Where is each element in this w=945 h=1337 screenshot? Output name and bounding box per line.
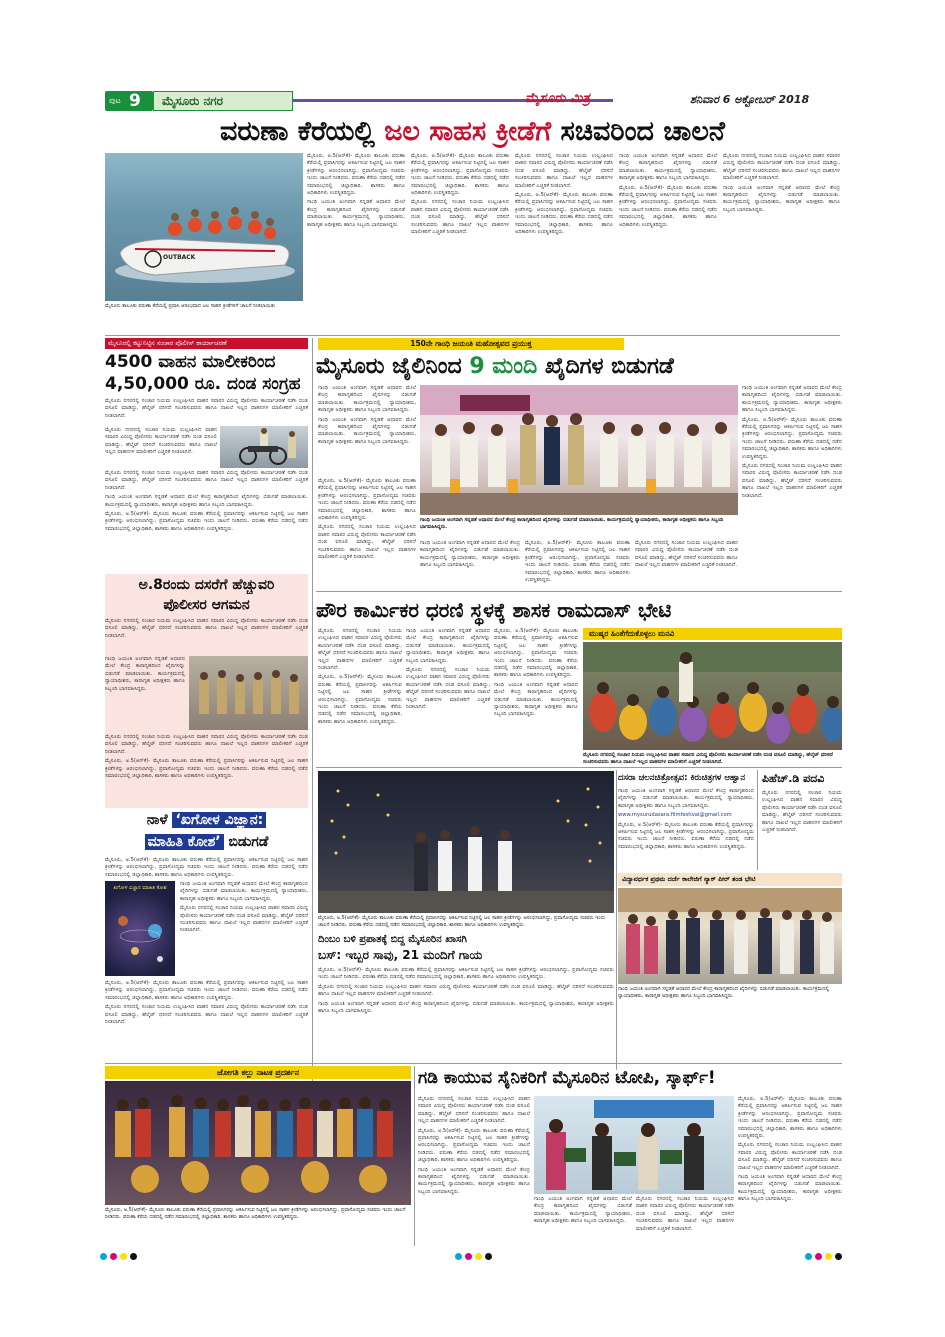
lead-body-text-2b: ಮೈಸೂರು ನಗರದಲ್ಲಿ ಸಂಚಾರ ನಿಯಮ ಉಲ್ಲಂಘಿಸಿದ ವಾಹನ ಸವಾರರ ವಿರುದ್ಧ ಪೊಲೀಸರು ಕಾರ್ಯಾಚರಣೆ ನಡೆಸಿ ದಂಡ ವಸೂಲಿ ಮಾಡಿದ್ದು, ಹೆಲ್ಮೆಟ್ ಧರಿಸದೆ ಸಂಚರಿಸುವವರು ಹಾಗೂ ದಾಖಲೆ ಇಲ್ಲದ ವಾಹನಗಳ ಮಾಲೀಕರಿಗೆ ಎಚ್ಚರಿಕೆ ನೀಡಲಾಗಿದೆ. — [411, 199, 509, 236]
book-headline-part2: ‘ಖಗೋಳ ವಿಜ್ಞಾನ: — [172, 812, 266, 828]
fine-body-text-4: ಗಾಂಧಿ ಜಯಂತಿ ಅಂಗವಾಗಿ ಸನ್ನಡತೆ ಆಧಾರದ ಮೇಲೆ ಕೇಂದ್ರ ಕಾರಾಗೃಹದಿಂದ ಖೈದಿಗಳನ್ನು ಬಿಡುಗಡೆ ಮಾಡಲಾಯಿತು. ಕಾರ್ಯಕ್ರಮದಲ್ಲಿ ನ್ಯಾಯಾಧೀಶರು, ಕಾರಾಗೃಹ ಅಧೀಕ್ಷಕರು ಹಾಗೂ ಸಿಬ್ಬಂದಿ ಭಾಗವಹಿಸಿದ್ದರು. — [105, 494, 308, 508]
jail-headline-part2: 9 ಮಂದಿ — [469, 354, 538, 379]
page-number: 9 — [129, 91, 141, 111]
pk-body-col3 — [494, 628, 578, 764]
soldier-body-col3 — [636, 1196, 734, 1241]
registration-dots-left — [100, 1253, 137, 1260]
book-body-text-5: ಮೈಸೂರು ನಗರದಲ್ಲಿ ಸಂಚಾರ ನಿಯಮ ಉಲ್ಲಂಘಿಸಿದ ವಾಹನ ಸವಾರರ ವಿರುದ್ಧ ಪೊಲೀಸರು ಕಾರ್ಯಾಚರಣೆ ನಡೆಸಿ ದಂಡ ವಸೂಲಿ ಮಾಡಿದ್ದು, ಹೆಲ್ಮೆಟ್ ಧರಿಸದೆ ಸಂಚರಿಸುವವರು ಹಾಗೂ ದಾಖಲೆ ಇಲ್ಲದ ವಾಹನಗಳ ಮಾಲೀಕರಿಗೆ ಎಚ್ಚರಿಕೆ ನೀಡಲಾಗಿದೆ. — [105, 1004, 308, 1026]
film-body-text-1: ಗಾಂಧಿ ಜಯಂತಿ ಅಂಗವಾಗಿ ಸನ್ನಡತೆ ಆಧಾರದ ಮೇಲೆ ಕೇಂದ್ರ ಕಾರಾಗೃಹದಿಂದ ಖೈದಿಗಳನ್ನು ಬಿಡುಗಡೆ ಮಾಡಲಾಯಿತು. ಕಾರ್ಯಕ್ರಮದಲ್ಲಿ ನ್ಯಾಯಾಧೀಶರು, ಕಾರಾಗೃಹ ಅಧೀಕ್ಷಕರು ಹಾಗೂ ಸಿಬ್ಬಂದಿ ಭಾಗವಹಿಸಿದ್ದರು. — [618, 788, 754, 809]
lead-body-col3 — [515, 153, 613, 333]
jail-body-col1b — [318, 478, 416, 588]
lead-body-col2 — [411, 153, 509, 333]
jail-body-text-4: ಮೈಸೂರು ನಗರದಲ್ಲಿ ಸಂಚಾರ ನಿಯಮ ಉಲ್ಲಂಘಿಸಿದ ವಾಹನ ಸವಾರರ ವಿರುದ್ಧ ಪೊಲೀಸರು ಕಾರ್ಯಾಚರಣೆ ನಡೆಸಿ ದಂಡ ವಸೂಲಿ ಮಾಡಿದ್ದು, ಹೆಲ್ಮೆಟ್ ಧರಿಸದೆ ಸಂಚರಿಸುವವರು ಹಾಗೂ ದಾಖಲೆ ಇಲ್ಲದ ವಾಹನಗಳ ಮಾಲೀಕರಿಗೆ ಎಚ್ಚರಿಕೆ ನೀಡಲಾಗಿದೆ. — [635, 540, 738, 569]
jail-body-text-3: ಮೈಸೂರು, ಅ.5(ಆರ್‌ಕೆ)- ಮೈಸೂರು ತಾಲೂಕು ವರುಣಾ ಕೆರೆಯಲ್ಲಿ ಪ್ರವಾಸಿಗರನ್ನು ಆಕರ್ಷಿಸುವ ನಿಟ್ಟಿನಲ್ಲಿ ಜಲ ಸಾಹಸ ಕ್ರೀಡೆಗಳನ್ನು ಆರಂಭಿಸಲಾಗಿದ್ದು, ಪ್ರವಾಸೋದ್ಯಮ ಸಚಿವರು ಇಂದು ಚಾಲನೆ ನೀಡಿದರು. ವರುಣಾ ಕೆರೆಯ ದಡದಲ್ಲಿ ನಡೆದ ಸಮಾರಂಭದಲ್ಲಿ ಜಿಲ್ಲಾಧಿಕಾರಿ, ಶಾಸಕರು ಹಾಗೂ ಅಧಿಕಾರಿಗಳು ಉಪಸ್ಥಿತರಿದ್ದರು. — [525, 540, 630, 584]
pourakarmika-headline: ಪೌರ ಕಾರ್ಮಿಕರ ಧರಣಿ ಸ್ಥಳಕ್ಕೆ ಶಾಸಕ ರಾಮದಾಸ್ ಭೇಟಿ — [316, 598, 672, 622]
prisoners-group-illustration — [420, 385, 738, 515]
soldier-body-text-1b: ಮೈಸೂರು, ಅ.5(ಆರ್‌ಕೆ)- ಮೈಸೂರು ತಾಲೂಕು ವರುಣಾ ಕೆರೆಯಲ್ಲಿ ಪ್ರವಾಸಿಗರನ್ನು ಆಕರ್ಷಿಸುವ ನಿಟ್ಟಿನಲ್ಲಿ ಜಲ ಸಾಹಸ ಕ್ರೀಡೆಗಳನ್ನು ಆರಂಭಿಸಲಾಗಿದ್ದು, ಪ್ರವಾಸೋದ್ಯಮ ಸಚಿವರು ಇಂದು ಚಾಲನೆ ನೀಡಿದರು. ವರುಣಾ ಕೆರೆಯ ದಡದಲ್ಲಿ ನಡೆದ ಸಮಾರಂಭದಲ್ಲಿ ಜಿಲ್ಲಾಧಿಕಾರಿ, ಶಾಸಕರು ಹಾಗೂ ಅಧಿಕಾರಿಗಳು ಉಪಸ್ಥಿತರಿದ್ದರು. — [418, 1127, 530, 1164]
jail-body-text-1c: ಮೈಸೂರು, ಅ.5(ಆರ್‌ಕೆ)- ಮೈಸೂರು ತಾಲೂಕು ವರುಣಾ ಕೆರೆಯಲ್ಲಿ ಪ್ರವಾಸಿಗರನ್ನು ಆಕರ್ಷಿಸುವ ನಿಟ್ಟಿನಲ್ಲಿ ಜಲ ಸಾಹಸ ಕ್ರೀಡೆಗಳನ್ನು ಆರಂಭಿಸಲಾಗಿದ್ದು, ಪ್ರವಾಸೋದ್ಯಮ ಸಚಿವರು ಇಂದು ಚಾಲನೆ ನೀಡಿದರು. ವರುಣಾ ಕೆರೆಯ ದಡದಲ್ಲಿ ನಡೆದ ಸಮಾರಂಭದಲ್ಲಿ ಜಿಲ್ಲಾಧಿಕಾರಿ, ಶಾಸಕರು ಹಾಗೂ ಅಧಿಕಾರಿಗಳು ಉಪಸ್ಥಿತರಿದ್ದರು. — [318, 478, 416, 522]
lead-body-text-4b: ಮೈಸೂರು, ಅ.5(ಆರ್‌ಕೆ)- ಮೈಸೂರು ತಾಲೂಕು ವರುಣಾ ಕೆರೆಯಲ್ಲಿ ಪ್ರವಾಸಿಗರನ್ನು ಆಕರ್ಷಿಸುವ ನಿಟ್ಟಿನಲ್ಲಿ ಜಲ ಸಾಹಸ ಕ್ರೀಡೆಗಳನ್ನು ಆರಂಭಿಸಲಾಗಿದ್ದು, ಪ್ರವಾಸೋದ್ಯಮ ಸಚಿವರು ಇಂದು ಚಾಲನೆ ನೀಡಿದರು. ವರುಣಾ ಕೆರೆಯ ದಡದಲ್ಲಿ ನಡೆದ ಸಮಾರಂಭದಲ್ಲಿ ಜಿಲ್ಲಾಧಿಕಾರಿ, ಶಾಸಕರು ಹಾಗೂ ಅಧಿಕಾರಿಗಳು ಉಪಸ್ಥಿತರಿದ್ದರು. — [619, 184, 717, 228]
book-body-right — [180, 881, 308, 977]
drama-cast-illustration — [105, 1081, 411, 1205]
police-body-text-3: ಮೈಸೂರು ನಗರದಲ್ಲಿ ಸಂಚಾರ ನಿಯಮ ಉಲ್ಲಂಘಿಸಿದ ವಾಹನ ಸವಾರರ ವಿರುದ್ಧ ಪೊಲೀಸರು ಕಾರ್ಯಾಚರಣೆ ನಡೆಸಿ ದಂಡ ವಸೂಲಿ ಮಾಡಿದ್ದು, ಹೆಲ್ಮೆಟ್ ಧರಿಸದೆ ಸಂಚರಿಸುವವರು ಹಾಗೂ ದಾಖಲೆ ಇಲ್ಲದ ವಾಹನಗಳ ಮಾಲೀಕರಿಗೆ ಎಚ್ಚರಿಕೆ ನೀಡಲಾಗಿದೆ. — [105, 734, 308, 755]
phd-body — [762, 790, 842, 870]
accident-body-text-3: ಗಾಂಧಿ ಜಯಂತಿ ಅಂಗವಾಗಿ ಸನ್ನಡತೆ ಆಧಾರದ ಮೇಲೆ ಕೇಂದ್ರ ಕಾರಾಗೃಹದಿಂದ ಖೈದಿಗಳನ್ನು ಬಿಡುಗಡೆ ಮಾಡಲಾಯಿತು. ಕಾರ್ಯಕ್ರಮದಲ್ಲಿ ನ್ಯಾಯಾಧೀಶರು, ಕಾರಾಗೃಹ ಅಧೀಕ್ಷಕರು ಹಾಗೂ ಸಿಬ್ಬಂದಿ ಭಾಗವಹಿಸಿದ್ದರು. — [318, 1000, 614, 1015]
protest-crowd-illustration — [583, 642, 842, 750]
police-photo-march — [189, 656, 308, 730]
fine-photo-traffic — [220, 426, 308, 468]
lead-body-text-5: ಮೈಸೂರು ನಗರದಲ್ಲಿ ಸಂಚಾರ ನಿಯಮ ಉಲ್ಲಂಘಿಸಿದ ವಾಹನ ಸವಾರರ ವಿರುದ್ಧ ಪೊಲೀಸರು ಕಾರ್ಯಾಚರಣೆ ನಡೆಸಿ ದಂಡ ವಸೂಲಿ ಮಾಡಿದ್ದು, ಹೆಲ್ಮೆಟ್ ಧರಿಸದೆ ಸಂಚರಿಸುವವರು ಹಾಗೂ ದಾಖಲೆ ಇಲ್ಲದ ವಾಹನಗಳ ಮಾಲೀಕರಿಗೆ ಎಚ್ಚರಿಕೆ ನೀಡಲಾಗಿದೆ. — [723, 153, 840, 182]
jail-body-col2 — [420, 540, 520, 588]
college-photo-group — [618, 888, 842, 984]
jail-body-text-1: ಗಾಂಧಿ ಜಯಂತಿ ಅಂಗವಾಗಿ ಸನ್ನಡತೆ ಆಧಾರದ ಮೇಲೆ ಕೇಂದ್ರ ಕಾರಾಗೃಹದಿಂದ ಖೈದಿಗಳನ್ನು ಬಿಡುಗಡೆ ಮಾಡಲಾಯಿತು. ಕಾರ್ಯಕ್ರಮದಲ್ಲಿ ನ್ಯಾಯಾಧೀಶರು, ಕಾರಾಗೃಹ ಅಧೀಕ್ಷಕರು ಹಾಗೂ ಸಿಬ್ಬಂದಿ ಭಾಗವಹಿಸಿದ್ದರು. — [318, 385, 416, 414]
divider-v-film — [757, 770, 758, 870]
lead-photo-caption: ಮೈಸೂರು ತಾಲೂಕು ವರುಣಾ ಕೆರೆಯಲ್ಲಿ ಪ್ರವಾಸಿ ಆರಂಭವಾದ ಜಲ ಸಾಹಸ ಕ್ರೀಡೆಗಳಿಗೆ ಚಾಲನೆ ನೀಡಲಾಯಿತು — [105, 303, 276, 309]
drama-headline: ಜೋಗತಿ ಕಲ್ಲು ನಾಟಕ ಪ್ರದರ್ಶನ — [216, 1068, 300, 1077]
lead-body-col4 — [619, 153, 717, 333]
pk-body-text-2: ಗಾಂಧಿ ಜಯಂತಿ ಅಂಗವಾಗಿ ಸನ್ನಡತೆ ಆಧಾರದ ಮೇಲೆ ಕೇಂದ್ರ ಕಾರಾಗೃಹದಿಂದ ಖೈದಿಗಳನ್ನು ಬಿಡುಗಡೆ ಮಾಡಲಾಯಿತು. ಕಾರ್ಯಕ್ರಮದಲ್ಲಿ ನ್ಯಾಯಾಧೀಶರು, ಕಾರಾಗೃಹ ಅಧೀಕ್ಷಕರು ಹಾಗೂ ಸಿಬ್ಬಂದಿ ಭಾಗವಹಿಸಿದ್ದರು. — [406, 628, 490, 664]
fine-body-text-2: ಮೈಸೂರು ನಗರದಲ್ಲಿ ಸಂಚಾರ ನಿಯಮ ಉಲ್ಲಂಘಿಸಿದ ವಾಹನ ಸವಾರರ ವಿರುದ್ಧ ಪೊಲೀಸರು ಕಾರ್ಯಾಚರಣೆ ನಡೆಸಿ ದಂಡ ವಸೂಲಿ ಮಾಡಿದ್ದು, ಹೆಲ್ಮೆಟ್ ಧರಿಸದೆ ಸಂಚರಿಸುವವರು ಹಾಗೂ ದಾಖಲೆ ಇಲ್ಲದ ವಾಹನಗಳ ಮಾಲೀಕರಿಗೆ ಎಚ್ಚರಿಕೆ ನೀಡಲಾಗಿದೆ. — [105, 427, 217, 456]
pk-body-col2 — [406, 628, 490, 764]
registration-dots-center — [455, 1253, 492, 1260]
lead-body-text-4: ಗಾಂಧಿ ಜಯಂತಿ ಅಂಗವಾಗಿ ಸನ್ನಡತೆ ಆಧಾರದ ಮೇಲೆ ಕೇಂದ್ರ ಕಾರಾಗೃಹದಿಂದ ಖೈದಿಗಳನ್ನು ಬಿಡುಗಡೆ ಮಾಡಲಾಯಿತು. ಕಾರ್ಯಕ್ರಮದಲ್ಲಿ ನ್ಯಾಯಾಧೀಶರು, ಕಾರಾಗೃಹ ಅಧೀಕ್ಷಕರು ಹಾಗೂ ಸಿಬ್ಬಂದಿ ಭಾಗವಹಿಸಿದ್ದರು. — [619, 153, 717, 182]
jail-body-text-2: ಗಾಂಧಿ ಜಯಂತಿ ಅಂಗವಾಗಿ ಸನ್ನಡತೆ ಆಧಾರದ ಮೇಲೆ ಕೇಂದ್ರ ಕಾರಾಗೃಹದಿಂದ ಖೈದಿಗಳನ್ನು ಬಿಡುಗಡೆ ಮಾಡಲಾಯಿತು. ಕಾರ್ಯಕ್ರಮದಲ್ಲಿ ನ್ಯಾಯಾಧೀಶರು, ಕಾರಾಗೃಹ ಅಧೀಕ್ಷಕರು ಹಾಗೂ ಸಿಬ್ಬಂದಿ ಭಾಗವಹಿಸಿದ್ದರು. — [420, 540, 520, 569]
soldier-photo — [534, 1096, 734, 1194]
fine-kicker-bar: ಮೈಸೂರಲ್ಲಿ ಕಟ್ಟುನಿಟ್ಟಿನ ಸಂಚಾರ ಪೊಲೀಸ್ ಕಾರ್ಯಾಚರಣೆ — [105, 338, 308, 349]
jail-body-col3 — [525, 540, 630, 588]
page-label: ಪುಟ — [109, 96, 121, 105]
soldier-body-text-2: ಗಾಂಧಿ ಜಯಂತಿ ಅಂಗವಾಗಿ ಸನ್ನಡತೆ ಆಧಾರದ ಮೇಲೆ ಕೇಂದ್ರ ಕಾರಾಗೃಹದಿಂದ ಖೈದಿಗಳನ್ನು ಬಿಡುಗಡೆ ಮಾಡಲಾಯಿತು. ಕಾರ್ಯಕ್ರಮದಲ್ಲಿ ನ್ಯಾಯಾಧೀಶರು, ಕಾರಾಗೃಹ ಅಧೀಕ್ಷಕರು ಹಾಗೂ ಸಿಬ್ಬಂದಿ ಭಾಗವಹಿಸಿದ್ದರು. — [534, 1196, 632, 1225]
college-headline: ವಿದ್ಯಾವರ್ಧಕ ಪ್ರಥಮ ದರ್ಜೆ ಕಾಲೇಜಿಗೆ ನ್ಯಾಕ್ ಪೀರ್ ತಂಡ ಭೇಟಿ — [622, 875, 756, 883]
soldier-body-col5 — [738, 1096, 842, 1241]
cyan-dot — [100, 1253, 107, 1260]
accident-headline-line1: ದಿಂಬಂ ಬಳಿ ಪ್ರಪಾತಕ್ಕೆ ಬಿದ್ದ ಮೈಸೂರಿನ ಖಾಸಗಿ — [318, 934, 467, 945]
college-headline-bar — [618, 873, 842, 886]
accident-body — [318, 967, 614, 1057]
police-march-illustration — [189, 656, 308, 730]
divider-lead — [105, 335, 840, 336]
pk-body-text-1b: ಮೈಸೂರು, ಅ.5(ಆರ್‌ಕೆ)- ಮೈಸೂರು ತಾಲೂಕು ವರುಣಾ ಕೆರೆಯಲ್ಲಿ ಪ್ರವಾಸಿಗರನ್ನು ಆಕರ್ಷಿಸುವ ನಿಟ್ಟಿನಲ್ಲಿ ಜಲ ಸಾಹಸ ಕ್ರೀಡೆಗಳನ್ನು ಆರಂಭಿಸಲಾಗಿದ್ದು, ಪ್ರವಾಸೋದ್ಯಮ ಸಚಿವರು ಇಂದು ಚಾಲನೆ ನೀಡಿದರು. ವರುಣಾ ಕೆರೆಯ ದಡದಲ್ಲಿ ನಡೆದ ಸಮಾರಂಭದಲ್ಲಿ ಜಿಲ್ಲಾಧಿಕಾರಿ, ಶಾಸಕರು ಹಾಗೂ ಅಧಿಕಾರಿಗಳು ಉಪಸ್ಥಿತರಿದ್ದರು. — [318, 674, 402, 725]
jail-body-text-1d: ಮೈಸೂರು ನಗರದಲ್ಲಿ ಸಂಚಾರ ನಿಯಮ ಉಲ್ಲಂಘಿಸಿದ ವಾಹನ ಸವಾರರ ವಿರುದ್ಧ ಪೊಲೀಸರು ಕಾರ್ಯಾಚರಣೆ ನಡೆಸಿ ದಂಡ ವಸೂಲಿ ಮಾಡಿದ್ದು, ಹೆಲ್ಮೆಟ್ ಧರಿಸದೆ ಸಂಚರಿಸುವವರು ಹಾಗೂ ದಾಖಲೆ ಇಲ್ಲದ ವಾಹನಗಳ ಮಾಲೀಕರಿಗೆ ಎಚ್ಚರಿಕೆ ನೀಡಲಾಗಿದೆ. — [318, 524, 416, 561]
jail-body-text-1b: ಗಾಂಧಿ ಜಯಂತಿ ಅಂಗವಾಗಿ ಸನ್ನಡತೆ ಆಧಾರದ ಮೇಲೆ ಕೇಂದ್ರ ಕಾರಾಗೃಹದಿಂದ ಖೈದಿಗಳನ್ನು ಬಿಡುಗಡೆ ಮಾಡಲಾಯಿತು. ಕಾರ್ಯಕ್ರಮದಲ್ಲಿ ನ್ಯಾಯಾಧೀಶರು, ಕಾರಾಗೃಹ ಅಧೀಕ್ಷಕರು ಹಾಗೂ ಸಿಬ್ಬಂದಿ ಭಾಗವಹಿಸಿದ್ದರು. — [318, 416, 416, 445]
jail-body-text-5b: ಮೈಸೂರು, ಅ.5(ಆರ್‌ಕೆ)- ಮೈಸೂರು ತಾಲೂಕು ವರುಣಾ ಕೆರೆಯಲ್ಲಿ ಪ್ರವಾಸಿಗರನ್ನು ಆಕರ್ಷಿಸುವ ನಿಟ್ಟಿನಲ್ಲಿ ಜಲ ಸಾಹಸ ಕ್ರೀಡೆಗಳನ್ನು ಆರಂಭಿಸಲಾಗಿದ್ದು, ಪ್ರವಾಸೋದ್ಯಮ ಸಚಿವರು ಇಂದು ಚಾಲನೆ ನೀಡಿದರು. ವರುಣಾ ಕೆರೆಯ ದಡದಲ್ಲಿ ನಡೆದ ಸಮಾರಂಭದಲ್ಲಿ ಜಿಲ್ಲಾಧಿಕಾರಿ, ಶಾಸಕರು ಹಾಗೂ ಅಧಿಕಾರಿಗಳು ಉಪಸ್ಥಿತರಿದ್ದರು. — [742, 416, 842, 460]
divider-pk — [316, 767, 842, 768]
soldier-body-col2 — [534, 1196, 632, 1241]
phd-body-text: ಮೈಸೂರು ನಗರದಲ್ಲಿ ಸಂಚಾರ ನಿಯಮ ಉಲ್ಲಂಘಿಸಿದ ವಾಹನ ಸವಾರರ ವಿರುದ್ಧ ಪೊಲೀಸರು ಕಾರ್ಯಾಚರಣೆ ನಡೆಸಿ ದಂಡ ವಸೂಲಿ ಮಾಡಿದ್ದು, ಹೆಲ್ಮೆಟ್ ಧರಿಸದೆ ಸಂಚರಿಸುವವರು ಹಾಗೂ ದಾಖಲೆ ಇಲ್ಲದ ವಾಹನಗಳ ಮಾಲೀಕರಿಗೆ ಎಚ್ಚರಿಕೆ ನೀಡಲಾಗಿದೆ. — [762, 790, 842, 834]
book-headline-line2 — [105, 832, 308, 852]
soldier-donation-illustration — [534, 1096, 734, 1194]
book-body-text-1: ಮೈಸೂರು, ಅ.5(ಆರ್‌ಕೆ)- ಮೈಸೂರು ತಾಲೂಕು ವರುಣಾ ಕೆರೆಯಲ್ಲಿ ಪ್ರವಾಸಿಗರನ್ನು ಆಕರ್ಷಿಸುವ ನಿಟ್ಟಿನಲ್ಲಿ ಜಲ ಸಾಹಸ ಕ್ರೀಡೆಗಳನ್ನು ಆರಂಭಿಸಲಾಗಿದ್ದು, ಪ್ರವಾಸೋದ್ಯಮ ಸಚಿವರು ಇಂದು ಚಾಲನೆ ನೀಡಿದರು. ವರುಣಾ ಕೆರೆಯ ದಡದಲ್ಲಿ ನಡೆದ ಸಮಾರಂಭದಲ್ಲಿ ಜಿಲ್ಲಾಧಿಕಾರಿ, ಶಾಸಕರು ಹಾಗೂ ಅಧಿಕಾರಿಗಳು ಉಪಸ್ಥಿತರಿದ್ದರು. — [105, 857, 308, 878]
jail-photo-caption: ಗಾಂಧಿ ಜಯಂತಿ ಅಂಗವಾಗಿ ಸನ್ನಡತೆ ಆಧಾರದ ಮೇಲೆ ಕೇಂದ್ರ ಕಾರಾಗೃಹದಿಂದ ಖೈದಿಗಳನ್ನು ಬಿಡುಗಡೆ ಮಾಡಲಾಯಿತು. ಕಾರ್ಯಕ್ರಮದಲ್ಲಿ ನ್ಯಾಯಾಧೀಶರು, ಕಾರಾಗೃಹ ಅಧೀಕ್ಷಕರು ಹಾಗೂ ಸಿಬ್ಬಂದಿ ಭಾಗವಹಿಸಿದ್ದರು. — [420, 517, 724, 530]
registration-dots-right — [805, 1253, 842, 1260]
film-email[interactable]: www.mysurudasara.filmfestival@gmail.com — [618, 812, 732, 819]
divider-v-left — [312, 338, 313, 1188]
magenta-dot — [815, 1253, 822, 1260]
jail-body-text-5c: ಮೈಸೂರು ನಗರದಲ್ಲಿ ಸಂಚಾರ ನಿಯಮ ಉಲ್ಲಂಘಿಸಿದ ವಾಹನ ಸವಾರರ ವಿರುದ್ಧ ಪೊಲೀಸರು ಕಾರ್ಯಾಚರಣೆ ನಡೆಸಿ ದಂಡ ವಸೂಲಿ ಮಾಡಿದ್ದು, ಹೆಲ್ಮೆಟ್ ಧರಿಸದೆ ಸಂಚರಿಸುವವರು ಹಾಗೂ ದಾಖಲೆ ಇಲ್ಲದ ವಾಹನಗಳ ಮಾಲೀಕರಿಗೆ ಎಚ್ಚರಿಕೆ ನೀಡಲಾಗಿದೆ. — [742, 463, 842, 499]
police-body-top — [105, 618, 308, 654]
boat-brand-text: OUTBACK — [163, 254, 196, 261]
book-cover — [105, 881, 175, 976]
film-headline: ದಸರಾ ಚಲನಚಿತ್ರೋತ್ಸವ: ಕಿರುಚಿತ್ರಗಳ ಆಹ್ವಾನ — [618, 773, 746, 783]
night-lights-illustration — [318, 771, 614, 913]
black-dot — [130, 1253, 137, 1260]
pk-body-text-3: ಮೈಸೂರು, ಅ.5(ಆರ್‌ಕೆ)- ಮೈಸೂರು ತಾಲೂಕು ವರುಣಾ ಕೆರೆಯಲ್ಲಿ ಪ್ರವಾಸಿಗರನ್ನು ಆಕರ್ಷಿಸುವ ನಿಟ್ಟಿನಲ್ಲಿ ಜಲ ಸಾಹಸ ಕ್ರೀಡೆಗಳನ್ನು ಆರಂಭಿಸಲಾಗಿದ್ದು, ಪ್ರವಾಸೋದ್ಯಮ ಸಚಿವರು ಇಂದು ಚಾಲನೆ ನೀಡಿದರು. ವರುಣಾ ಕೆರೆಯ ದಡದಲ್ಲಿ ನಡೆದ ಸಮಾರಂಭದಲ್ಲಿ ಜಿಲ್ಲಾಧಿಕಾರಿ, ಶಾಸಕರು ಹಾಗೂ ಅಧಿಕಾರಿಗಳು ಉಪಸ್ಥಿತರಿದ್ದರು. — [494, 628, 578, 679]
soldier-body-text-1: ಮೈಸೂರು ನಗರದಲ್ಲಿ ಸಂಚಾರ ನಿಯಮ ಉಲ್ಲಂಘಿಸಿದ ವಾಹನ ಸವಾರರ ವಿರುದ್ಧ ಪೊಲೀಸರು ಕಾರ್ಯಾಚರಣೆ ನಡೆಸಿ ದಂಡ ವಸೂಲಿ ಮಾಡಿದ್ದು, ಹೆಲ್ಮೆಟ್ ಧರಿಸದೆ ಸಂಚರಿಸುವವರು ಹಾಗೂ ದಾಖಲೆ ಇಲ್ಲದ ವಾಹನಗಳ ಮಾಲೀಕರಿಗೆ ಎಚ್ಚರಿಕೆ ನೀಡಲಾಗಿದೆ. — [418, 1096, 530, 1125]
page-number-badge — [105, 91, 153, 111]
jail-photo-prisoners — [420, 385, 738, 515]
book-headline-part3: ಬಿಡುಗಡೆ — [223, 834, 269, 850]
police-body-bottom — [105, 734, 308, 806]
book-headline-line1 — [105, 810, 308, 830]
jail-kicker-bar: 150ನೇ ಗಾಂಧಿ ಜಯಂತಿ ಮಹೋತ್ಸವದ ಪ್ರಯುಕ್ತ — [318, 338, 624, 350]
lead-headline-part3: ಸಚಿವರಿಂದ ಚಾಲನೆ — [551, 116, 725, 147]
lead-headline — [105, 113, 840, 151]
cyan-dot — [455, 1253, 462, 1260]
book-body-text-4: ಮೈಸೂರು, ಅ.5(ಆರ್‌ಕೆ)- ಮೈಸೂರು ತಾಲೂಕು ವರುಣಾ ಕೆರೆಯಲ್ಲಿ ಪ್ರವಾಸಿಗರನ್ನು ಆಕರ್ಷಿಸುವ ನಿಟ್ಟಿನಲ್ಲಿ ಜಲ ಸಾಹಸ ಕ್ರೀಡೆಗಳನ್ನು ಆರಂಭಿಸಲಾಗಿದ್ದು, ಪ್ರವಾಸೋದ್ಯಮ ಸಚಿವರು ಇಂದು ಚಾಲನೆ ನೀಡಿದರು. ವರುಣಾ ಕೆರೆಯ ದಡದಲ್ಲಿ ನಡೆದ ಸಮಾರಂಭದಲ್ಲಿ ಜಿಲ್ಲಾಧಿಕಾರಿ, ಶಾಸಕರು ಹಾಗೂ ಅಧಿಕಾರಿಗಳು ಉಪಸ್ಥಿತರಿದ್ದರು. — [105, 980, 308, 1001]
lead-body-col1 — [307, 153, 405, 333]
drama-headline-bar — [105, 1066, 411, 1079]
book-body-top — [105, 857, 308, 879]
fine-body-text-3: ಮೈಸೂರು ನಗರದಲ್ಲಿ ಸಂಚಾರ ನಿಯಮ ಉಲ್ಲಂಘಿಸಿದ ವಾಹನ ಸವಾರರ ವಿರುದ್ಧ ಪೊಲೀಸರು ಕಾರ್ಯಾಚರಣೆ ನಡೆಸಿ ದಂಡ ವಸೂಲಿ ಮಾಡಿದ್ದು, ಹೆಲ್ಮೆಟ್ ಧರಿಸದೆ ಸಂಚರಿಸುವವರು ಹಾಗೂ ದಾಖಲೆ ಇಲ್ಲದ ವಾಹನಗಳ ಮಾಲೀಕರಿಗೆ ಎಚ್ಚರಿಕೆ ನೀಡಲಾಗಿದೆ. — [105, 470, 308, 491]
book-body-bottom — [105, 980, 308, 1060]
yellow-dot — [475, 1253, 482, 1260]
police-body-text-1: ಮೈಸೂರು ನಗರದಲ್ಲಿ ಸಂಚಾರ ನಿಯಮ ಉಲ್ಲಂಘಿಸಿದ ವಾಹನ ಸವಾರರ ವಿರುದ್ಧ ಪೊಲೀಸರು ಕಾರ್ಯಾಚರಣೆ ನಡೆಸಿ ದಂಡ ವಸೂಲಿ ಮಾಡಿದ್ದು, ಹೆಲ್ಮೆಟ್ ಧರಿಸದೆ ಸಂಚರಿಸುವವರು ಹಾಗೂ ದಾಖಲೆ ಇಲ್ಲದ ವಾಹನಗಳ ಮಾಲೀಕರಿಗೆ ಎಚ್ಚರಿಕೆ ನೀಡಲಾಗಿದೆ. — [105, 618, 308, 639]
black-dot — [835, 1253, 842, 1260]
cyan-dot — [805, 1253, 812, 1260]
film-body — [618, 788, 754, 868]
fine-body-left — [105, 427, 217, 467]
phd-headline: ಪಿಹೆಚ್.ಡಿ ಪದವಿ — [762, 772, 825, 785]
book-body-text-2: ಗಾಂಧಿ ಜಯಂತಿ ಅಂಗವಾಗಿ ಸನ್ನಡತೆ ಆಧಾರದ ಮೇಲೆ ಕೇಂದ್ರ ಕಾರಾಗೃಹದಿಂದ ಖೈದಿಗಳನ್ನು ಬಿಡುಗಡೆ ಮಾಡಲಾಯಿತು. ಕಾರ್ಯಕ್ರಮದಲ್ಲಿ ನ್ಯಾಯಾಧೀಶರು, ಕಾರಾಗೃಹ ಅಧೀಕ್ಷಕರು ಹಾಗೂ ಸಿಬ್ಬಂದಿ ಭಾಗವಹಿಸಿದ್ದರು. — [180, 881, 308, 902]
police-story-box — [105, 574, 308, 808]
jail-body-col5 — [742, 385, 842, 590]
book-headline-line2-text: ಮಾಹಿತಿ ಕೋಶ’ — [145, 834, 224, 850]
lead-headline-part2: ಜಲ ಸಾಹಸ ಕ್ರೀಡೆಗೆ — [384, 116, 552, 147]
book-headline-box — [105, 810, 308, 854]
fine-body-text: ಮೈಸೂರು ನಗರದಲ್ಲಿ ಸಂಚಾರ ನಿಯಮ ಉಲ್ಲಂಘಿಸಿದ ವಾಹನ ಸವಾರರ ವಿರುದ್ಧ ಪೊಲೀಸರು ಕಾರ್ಯಾಚರಣೆ ನಡೆಸಿ ದಂಡ ವಸೂಲಿ ಮಾಡಿದ್ದು, ಹೆಲ್ಮೆಟ್ ಧರಿಸದೆ ಸಂಚರಿಸುವವರು ಹಾಗೂ ದಾಖಲೆ ಇಲ್ಲದ ವಾಹನಗಳ ಮಾಲೀಕರಿಗೆ ಎಚ್ಚರಿಕೆ ನೀಡಲಾಗಿದೆ. — [105, 398, 308, 419]
accident-headline-line2: ಬಸ್: ಇಬ್ಬರ ಸಾವು, 21 ಮಂದಿಗೆ ಗಾಯ — [318, 948, 483, 962]
police-body-left — [105, 656, 185, 692]
pk-body-text-3b: ಗಾಂಧಿ ಜಯಂತಿ ಅಂಗವಾಗಿ ಸನ್ನಡತೆ ಆಧಾರದ ಮೇಲೆ ಕೇಂದ್ರ ಕಾರಾಗೃಹದಿಂದ ಖೈದಿಗಳನ್ನು ಬಿಡುಗಡೆ ಮಾಡಲಾಯಿತು. ಕಾರ್ಯಕ್ರಮದಲ್ಲಿ ನ್ಯಾಯಾಧೀಶರು, ಕಾರಾಗೃಹ ಅಧೀಕ್ಷಕರು ಹಾಗೂ ಸಿಬ್ಬಂದಿ ಭಾಗವಹಿಸಿದ್ದರು. — [494, 681, 578, 718]
film-body-text-2: ಮೈಸೂರು, ಅ.5(ಆರ್‌ಕೆ)- ಮೈಸೂರು ತಾಲೂಕು ವರುಣಾ ಕೆರೆಯಲ್ಲಿ ಪ್ರವಾಸಿಗರನ್ನು ಆಕರ್ಷಿಸುವ ನಿಟ್ಟಿನಲ್ಲಿ ಜಲ ಸಾಹಸ ಕ್ರೀಡೆಗಳನ್ನು ಆರಂಭಿಸಲಾಗಿದ್ದು, ಪ್ರವಾಸೋದ್ಯಮ ಸಚಿವರು ಇಂದು ಚಾಲನೆ ನೀಡಿದರು. ವರುಣಾ ಕೆರೆಯ ದಡದಲ್ಲಿ ನಡೆದ ಸಮಾರಂಭದಲ್ಲಿ ಜಿಲ್ಲಾಧಿಕಾರಿ, ಶಾಸಕರು ಹಾಗೂ ಅಧಿಕಾರಿಗಳು ಉಪಸ್ಥಿತರಿದ್ದರು. — [618, 821, 754, 850]
soldier-body-text-5: ಮೈಸೂರು, ಅ.5(ಆರ್‌ಕೆ)- ಮೈಸೂರು ತಾಲೂಕು ವರುಣಾ ಕೆರೆಯಲ್ಲಿ ಪ್ರವಾಸಿಗರನ್ನು ಆಕರ್ಷಿಸುವ ನಿಟ್ಟಿನಲ್ಲಿ ಜಲ ಸಾಹಸ ಕ್ರೀಡೆಗಳನ್ನು ಆರಂಭಿಸಲಾಗಿದ್ದು, ಪ್ರವಾಸೋದ್ಯಮ ಸಚಿವರು ಇಂದು ಚಾಲನೆ ನೀಡಿದರು. ವರುಣಾ ಕೆರೆಯ ದಡದಲ್ಲಿ ನಡೆದ ಸಮಾರಂಭದಲ್ಲಿ ಜಿಲ್ಲಾಧಿಕಾರಿ, ಶಾಸಕರು ಹಾಗೂ ಅಧಿಕಾರಿಗಳು ಉಪಸ್ಥಿತರಿದ್ದರು. — [738, 1096, 842, 1140]
section-title: ಮೈಸೂರು ನಗರ — [162, 94, 224, 108]
jail-headline-part1: ಮೈಸೂರು ಜೈಲಿನಿಂದ — [316, 354, 470, 379]
boat-illustration — [105, 153, 303, 301]
jail-body-text-5: ಗಾಂಧಿ ಜಯಂತಿ ಅಂಗವಾಗಿ ಸನ್ನಡತೆ ಆಧಾರದ ಮೇಲೆ ಕೇಂದ್ರ ಕಾರಾಗೃಹದಿಂದ ಖೈದಿಗಳನ್ನು ಬಿಡುಗಡೆ ಮಾಡಲಾಯಿತು. ಕಾರ್ಯಕ್ರಮದಲ್ಲಿ ನ್ಯಾಯಾಧೀಶರು, ಕಾರಾಗೃಹ ಅಧೀಕ್ಷಕರು ಹಾಗೂ ಸಿಬ್ಬಂದಿ ಭಾಗವಹಿಸಿದ್ದರು. — [742, 385, 842, 414]
soldier-body-text-1c: ಗಾಂಧಿ ಜಯಂತಿ ಅಂಗವಾಗಿ ಸನ್ನಡತೆ ಆಧಾರದ ಮೇಲೆ ಕೇಂದ್ರ ಕಾರಾಗೃಹದಿಂದ ಖೈದಿಗಳನ್ನು ಬಿಡುಗಡೆ ಮಾಡಲಾಯಿತು. ಕಾರ್ಯಕ್ರಮದಲ್ಲಿ ನ್ಯಾಯಾಧೀಶರು, ಕಾರಾಗೃಹ ಅಧೀಕ್ಷಕರು ಹಾಗೂ ಸಿಬ್ಬಂದಿ ಭಾಗವಹಿಸಿದ್ದರು. — [418, 1166, 530, 1195]
book-cover-title: ಖಗೋಳ ವಿಜ್ಞಾನ ಮಾಹಿತಿ ಕೋಶ — [113, 885, 167, 891]
soldier-body-text-5c: ಗಾಂಧಿ ಜಯಂತಿ ಅಂಗವಾಗಿ ಸನ್ನಡತೆ ಆಧಾರದ ಮೇಲೆ ಕೇಂದ್ರ ಕಾರಾಗೃಹದಿಂದ ಖೈದಿಗಳನ್ನು ಬಿಡುಗಡೆ ಮಾಡಲಾಯಿತು. ಕಾರ್ಯಕ್ರಮದಲ್ಲಿ ನ್ಯಾಯಾಧೀಶರು, ಕಾರಾಗೃಹ ಅಧೀಕ್ಷಕರು ಹಾಗೂ ಸಿಬ್ಬಂದಿ ಭಾಗವಹಿಸಿದ್ದರು. — [738, 1174, 842, 1203]
lead-headline-part1: ವರುಣಾ ಕೆರೆಯಲ್ಲಿ — [220, 116, 385, 147]
lead-body-text-3: ಮೈಸೂರು ನಗರದಲ್ಲಿ ಸಂಚಾರ ನಿಯಮ ಉಲ್ಲಂಘಿಸಿದ ವಾಹನ ಸವಾರರ ವಿರುದ್ಧ ಪೊಲೀಸರು ಕಾರ್ಯಾಚರಣೆ ನಡೆಸಿ ದಂಡ ವಸೂಲಿ ಮಾಡಿದ್ದು, ಹೆಲ್ಮೆಟ್ ಧರಿಸದೆ ಸಂಚರಿಸುವವರು ಹಾಗೂ ದಾಖಲೆ ಇಲ್ಲದ ವಾಹನಗಳ ಮಾಲೀಕರಿಗೆ ಎಚ್ಚರಿಕೆ ನೀಡಲಾಗಿದೆ. — [515, 153, 613, 189]
pk-sub-box: ಮುಷ್ಕರ ಹಿಂತೆಗೆದುಕೊಳ್ಳಲು ಮನವಿ — [583, 628, 842, 640]
divider-v-bottom — [414, 1066, 415, 1246]
black-dot — [485, 1253, 492, 1260]
pk-body-col1 — [318, 628, 402, 764]
college-photo-caption: ಗಾಂಧಿ ಜಯಂತಿ ಅಂಗವಾಗಿ ಸನ್ನಡತೆ ಆಧಾರದ ಮೇಲೆ ಕೇಂದ್ರ ಕಾರಾಗೃಹದಿಂದ ಖೈದಿಗಳನ್ನು ಬಿಡುಗಡೆ ಮಾಡಲಾಯಿತು. ಕಾರ್ಯಕ್ರಮದಲ್ಲಿ ನ್ಯಾಯಾಧೀಶರು, ಕಾರಾಗೃಹ ಅಧೀಕ್ಷಕರು ಹಾಗೂ ಸಿಬ್ಬಂದಿ ಭಾಗವಹಿಸಿದ್ದರು. — [618, 986, 830, 999]
drama-photo-cast — [105, 1081, 411, 1205]
soldier-body-text-3: ಮೈಸೂರು ನಗರದಲ್ಲಿ ಸಂಚಾರ ನಿಯಮ ಉಲ್ಲಂಘಿಸಿದ ವಾಹನ ಸವಾರರ ವಿರುದ್ಧ ಪೊಲೀಸರು ಕಾರ್ಯಾಚರಣೆ ನಡೆಸಿ ದಂಡ ವಸೂಲಿ ಮಾಡಿದ್ದು, ಹೆಲ್ಮೆಟ್ ಧರಿಸದೆ ಸಂಚರಿಸುವವರು ಹಾಗೂ ದಾಖಲೆ ಇಲ್ಲದ ವಾಹನಗಳ ಮಾಲೀಕರಿಗೆ ಎಚ್ಚರಿಕೆ ನೀಡಲಾಗಿದೆ. — [636, 1196, 734, 1232]
lead-body-text-3b: ಮೈಸೂರು, ಅ.5(ಆರ್‌ಕೆ)- ಮೈಸೂರು ತಾಲೂಕು ವರುಣಾ ಕೆರೆಯಲ್ಲಿ ಪ್ರವಾಸಿಗರನ್ನು ಆಕರ್ಷಿಸುವ ನಿಟ್ಟಿನಲ್ಲಿ ಜಲ ಸಾಹಸ ಕ್ರೀಡೆಗಳನ್ನು ಆರಂಭಿಸಲಾಗಿದ್ದು, ಪ್ರವಾಸೋದ್ಯಮ ಸಚಿವರು ಇಂದು ಚಾಲನೆ ನೀಡಿದರು. ವರುಣಾ ಕೆರೆಯ ದಡದಲ್ಲಿ ನಡೆದ ಸಮಾರಂಭದಲ್ಲಿ ಜಿಲ್ಲಾಧಿಕಾರಿ, ಶಾಸಕರು ಹಾಗೂ ಅಧಿಕಾರಿಗಳು ಉಪಸ್ಥಿತರಿದ್ದರು. — [515, 192, 613, 236]
yellow-dot — [120, 1253, 127, 1260]
divider-jail — [316, 591, 842, 592]
jail-body-col1 — [318, 385, 416, 475]
fine-headline-line1: 4500 ವಾಹನ ಮಾಲೀಕರಿಂದ — [105, 352, 276, 372]
lead-photo-boat — [105, 153, 303, 301]
college-group-illustration — [618, 888, 842, 984]
pk-photo-protest — [583, 642, 842, 750]
lead-body-text-2: ಮೈಸೂರು, ಅ.5(ಆರ್‌ಕೆ)- ಮೈಸೂರು ತಾಲೂಕು ವರುಣಾ ಕೆರೆಯಲ್ಲಿ ಪ್ರವಾಸಿಗರನ್ನು ಆಕರ್ಷಿಸುವ ನಿಟ್ಟಿನಲ್ಲಿ ಜಲ ಸಾಹಸ ಕ್ರೀಡೆಗಳನ್ನು ಆರಂಭಿಸಲಾಗಿದ್ದು, ಪ್ರವಾಸೋದ್ಯಮ ಸಚಿವರು ಇಂದು ಚಾಲನೆ ನೀಡಿದರು. ವರುಣಾ ಕೆರೆಯ ದಡದಲ್ಲಿ ನಡೆದ ಸಮಾರಂಭದಲ್ಲಿ ಜಿಲ್ಲಾಧಿಕಾರಿ, ಶಾಸಕರು ಹಾಗೂ ಅಧಿಕಾರಿಗಳು ಉಪಸ್ಥಿತರಿದ್ದರು. — [411, 153, 509, 197]
police-headline-line1: ಅ.8ರಂದು ದಸರೆಗೆ ಹೆಚ್ಚುವರಿ — [138, 577, 275, 593]
soldier-body-col1 — [418, 1096, 530, 1241]
accident-body-text-1: ಮೈಸೂರು, ಅ.5(ಆರ್‌ಕೆ)- ಮೈಸೂರು ತಾಲೂಕು ವರುಣಾ ಕೆರೆಯಲ್ಲಿ ಪ್ರವಾಸಿಗರನ್ನು ಆಕರ್ಷಿಸುವ ನಿಟ್ಟಿನಲ್ಲಿ ಜಲ ಸಾಹಸ ಕ್ರೀಡೆಗಳನ್ನು ಆರಂಭಿಸಲಾಗಿದ್ದು, ಪ್ರವಾಸೋದ್ಯಮ ಸಚಿವರು ಇಂದು ಚಾಲನೆ ನೀಡಿದರು. ವರುಣಾ ಕೆರೆಯ ದಡದಲ್ಲಿ ನಡೆದ ಸಮಾರಂಭದಲ್ಲಿ ಜಿಲ್ಲಾಧಿಕಾರಿ, ಶಾಸಕರು ಹಾಗೂ ಅಧಿಕಾರಿಗಳು ಉಪಸ್ಥಿತರಿದ್ದರು. — [318, 967, 614, 981]
fine-body-bottom — [105, 470, 308, 570]
lead-body-col5 — [723, 153, 840, 333]
galaxy-icon — [105, 881, 175, 976]
divider-v-mid — [616, 770, 617, 1070]
fine-body-text-5: ಮೈಸೂರು, ಅ.5(ಆರ್‌ಕೆ)- ಮೈಸೂರು ತಾಲೂಕು ವರುಣಾ ಕೆರೆಯಲ್ಲಿ ಪ್ರವಾಸಿಗರನ್ನು ಆಕರ್ಷಿಸುವ ನಿಟ್ಟಿನಲ್ಲಿ ಜಲ ಸಾಹಸ ಕ್ರೀಡೆಗಳನ್ನು ಆರಂಭಿಸಲಾಗಿದ್ದು, ಪ್ರವಾಸೋದ್ಯಮ ಸಚಿವರು ಇಂದು ಚಾಲನೆ ನೀಡಿದರು. ವರುಣಾ ಕೆರೆಯ ದಡದಲ್ಲಿ ನಡೆದ ಸಮಾರಂಭದಲ್ಲಿ ಜಿಲ್ಲಾಧಿಕಾರಿ, ಶಾಸಕರು ಹಾಗೂ ಅಧಿಕಾರಿಗಳು ಉಪಸ್ಥಿತರಿದ್ದರು. — [105, 511, 308, 532]
traffic-police-illustration — [220, 426, 308, 468]
lead-body-text-1b: ಗಾಂಧಿ ಜಯಂತಿ ಅಂಗವಾಗಿ ಸನ್ನಡತೆ ಆಧಾರದ ಮೇಲೆ ಕೇಂದ್ರ ಕಾರಾಗೃಹದಿಂದ ಖೈದಿಗಳನ್ನು ಬಿಡುಗಡೆ ಮಾಡಲಾಯಿತು. ಕಾರ್ಯಕ್ರಮದಲ್ಲಿ ನ್ಯಾಯಾಧೀಶರು, ಕಾರಾಗೃಹ ಅಧೀಕ್ಷಕರು ಹಾಗೂ ಸಿಬ್ಬಂದಿ ಭಾಗವಹಿಸಿದ್ದರು. — [307, 199, 405, 228]
police-headline-line2: ಪೊಲೀಸರ ಆಗಮನ — [163, 597, 250, 613]
jail-headline-part3: ಖೈದಿಗಳ ಬಿಡುಗಡೆ — [537, 354, 674, 379]
lead-body-text-5b: ಗಾಂಧಿ ಜಯಂತಿ ಅಂಗವಾಗಿ ಸನ್ನಡತೆ ಆಧಾರದ ಮೇಲೆ ಕೇಂದ್ರ ಕಾರಾಗೃಹದಿಂದ ಖೈದಿಗಳನ್ನು ಬಿಡುಗಡೆ ಮಾಡಲಾಯಿತು. ಕಾರ್ಯಕ್ರಮದಲ್ಲಿ ನ್ಯಾಯಾಧೀಶರು, ಕಾರಾಗೃಹ ಅಧೀಕ್ಷಕರು ಹಾಗೂ ಸಿಬ್ಬಂದಿ ಭಾಗವಹಿಸಿದ್ದರು. — [723, 184, 840, 213]
section-title-bar — [153, 91, 293, 111]
book-headline-part1: ನಾಳೆ — [146, 812, 173, 828]
magenta-dot — [110, 1253, 117, 1260]
fine-headline-line2: 4,50,000 ರೂ. ದಂಡ ಸಂಗ್ರಹ — [105, 374, 301, 394]
soldier-body-text-5b: ಮೈಸೂರು ನಗರದಲ್ಲಿ ಸಂಚಾರ ನಿಯಮ ಉಲ್ಲಂಘಿಸಿದ ವಾಹನ ಸವಾರರ ವಿರುದ್ಧ ಪೊಲೀಸರು ಕಾರ್ಯಾಚರಣೆ ನಡೆಸಿ ದಂಡ ವಸೂಲಿ ಮಾಡಿದ್ದು, ಹೆಲ್ಮೆಟ್ ಧರಿಸದೆ ಸಂಚರಿಸುವವರು ಹಾಗೂ ದಾಖಲೆ ಇಲ್ಲದ ವಾಹನಗಳ ಮಾಲೀಕರಿಗೆ ಎಚ್ಚರಿಕೆ ನೀಡಲಾಗಿದೆ. — [738, 1142, 842, 1171]
book-body-text-3: ಮೈಸೂರು ನಗರದಲ್ಲಿ ಸಂಚಾರ ನಿಯಮ ಉಲ್ಲಂಘಿಸಿದ ವಾಹನ ಸವಾರರ ವಿರುದ್ಧ ಪೊಲೀಸರು ಕಾರ್ಯಾಚರಣೆ ನಡೆಸಿ ದಂಡ ವಸೂಲಿ ಮಾಡಿದ್ದು, ಹೆಲ್ಮೆಟ್ ಧರಿಸದೆ ಸಂಚರಿಸುವವರು ಹಾಗೂ ದಾಖಲೆ ಇಲ್ಲದ ವಾಹನಗಳ ಮಾಲೀಕರಿಗೆ ಎಚ್ಚರಿಕೆ ನೀಡಲಾಗಿದೆ. — [180, 905, 308, 934]
jail-body-col4 — [635, 540, 738, 588]
soldier-headline: ಗಡಿ ಕಾಯುವ ಸೈನಿಕರಿಗೆ ಮೈಸೂರಿನ ಟೋಪಿ, ಸ್ಕಾರ್ಫ್! — [418, 1068, 716, 1088]
issue-date: ಶನಿವಾರ 6 ಅಕ್ಟೋಬರ್ 2018 — [690, 93, 810, 106]
accident-body-text-2: ಮೈಸೂರು ನಗರದಲ್ಲಿ ಸಂಚಾರ ನಿಯಮ ಉಲ್ಲಂಘಿಸಿದ ವಾಹನ ಸವಾರರ ವಿರುದ್ಧ ಪೊಲೀಸರು ಕಾರ್ಯಾಚರಣೆ ನಡೆಸಿ ದಂಡ ವಸೂಲಿ ಮಾಡಿದ್ದು, ಹೆಲ್ಮೆಟ್ ಧರಿಸದೆ ಸಂಚರಿಸುವವರು ಹಾಗೂ ದಾಖಲೆ ಇಲ್ಲದ ವಾಹನಗಳ ಮಾಲೀಕರಿಗೆ ಎಚ್ಚರಿಕೆ ನೀಡಲಾಗಿದೆ. — [318, 983, 614, 998]
pk-body-text-2b: ಮೈಸೂರು ನಗರದಲ್ಲಿ ಸಂಚಾರ ನಿಯಮ ಉಲ್ಲಂಘಿಸಿದ ವಾಹನ ಸವಾರರ ವಿರುದ್ಧ ಪೊಲೀಸರು ಕಾರ್ಯಾಚರಣೆ ನಡೆಸಿ ದಂಡ ವಸೂಲಿ ಮಾಡಿದ್ದು, ಹೆಲ್ಮೆಟ್ ಧರಿಸದೆ ಸಂಚರಿಸುವವರು ಹಾಗೂ ದಾಖಲೆ ಇಲ್ಲದ ವಾಹನಗಳ ಮಾಲೀಕರಿಗೆ ಎಚ್ಚರಿಕೆ ನೀಡಲಾಗಿದೆ. — [406, 667, 490, 711]
police-body-text-4: ಮೈಸೂರು, ಅ.5(ಆರ್‌ಕೆ)- ಮೈಸೂರು ತಾಲೂಕು ವರುಣಾ ಕೆರೆಯಲ್ಲಿ ಪ್ರವಾಸಿಗರನ್ನು ಆಕರ್ಷಿಸುವ ನಿಟ್ಟಿನಲ್ಲಿ ಜಲ ಸಾಹಸ ಕ್ರೀಡೆಗಳನ್ನು ಆರಂಭಿಸಲಾಗಿದ್ದು, ಪ್ರವಾಸೋದ್ಯಮ ಸಚಿವರು ಇಂದು ಚಾಲನೆ ನೀಡಿದರು. ವರುಣಾ ಕೆರೆಯ ದಡದಲ್ಲಿ ನಡೆದ ಸಮಾರಂಭದಲ್ಲಿ ಜಿಲ್ಲಾಧಿಕಾರಿ, ಶಾಸಕರು ಹಾಗೂ ಅಧಿಕಾರಿಗಳು ಉಪಸ್ಥಿತರಿದ್ದರು. — [105, 758, 308, 780]
night-event-photo — [318, 771, 614, 913]
police-body-text-2: ಗಾಂಧಿ ಜಯಂತಿ ಅಂಗವಾಗಿ ಸನ್ನಡತೆ ಆಧಾರದ ಮೇಲೆ ಕೇಂದ್ರ ಕಾರಾಗೃಹದಿಂದ ಖೈದಿಗಳನ್ನು ಬಿಡುಗಡೆ ಮಾಡಲಾಯಿತು. ಕಾರ್ಯಕ್ರಮದಲ್ಲಿ ನ್ಯಾಯಾಧೀಶರು, ಕಾರಾಗೃಹ ಅಧೀಕ್ಷಕರು ಹಾಗೂ ಸಿಬ್ಬಂದಿ ಭಾಗವಹಿಸಿದ್ದರು. — [105, 656, 185, 692]
pk-body-text-1: ಮೈಸೂರು ನಗರದಲ್ಲಿ ಸಂಚಾರ ನಿಯಮ ಉಲ್ಲಂಘಿಸಿದ ವಾಹನ ಸವಾರರ ವಿರುದ್ಧ ಪೊಲೀಸರು ಕಾರ್ಯಾಚರಣೆ ನಡೆಸಿ ದಂಡ ವಸೂಲಿ ಮಾಡಿದ್ದು, ಹೆಲ್ಮೆಟ್ ಧರಿಸದೆ ಸಂಚರಿಸುವವರು ಹಾಗೂ ದಾಖಲೆ ಇಲ್ಲದ ವಾಹನಗಳ ಮಾಲೀಕರಿಗೆ ಎಚ್ಚರಿಕೆ ನೀಡಲಾಗಿದೆ. — [318, 628, 402, 672]
jail-headline — [316, 352, 842, 382]
night-photo-caption: ಮೈಸೂರು, ಅ.5(ಆರ್‌ಕೆ)- ಮೈಸೂರು ತಾಲೂಕು ವರುಣಾ ಕೆರೆಯಲ್ಲಿ ಪ್ರವಾಸಿಗರನ್ನು ಆಕರ್ಷಿಸುವ ನಿಟ್ಟಿನಲ್ಲಿ ಜಲ ಸಾಹಸ ಕ್ರೀಡೆಗಳನ್ನು ಆರಂಭಿಸಲಾಗಿದ್ದು, ಪ್ರವಾಸೋದ್ಯಮ ಸಚಿವರು ಇಂದು ಚಾಲನೆ ನೀಡಿದರು. ವರುಣಾ ಕೆರೆಯ ದಡದಲ್ಲಿ ನಡೆದ ಸಮಾರಂಭದಲ್ಲಿ ಜಿಲ್ಲಾಧಿಕಾರಿ, ಶಾಸಕರು ಹಾಗೂ ಅಧಿಕಾರಿಗಳು ಉಪಸ್ಥಿತರಿದ್ದರು. — [318, 915, 606, 928]
fine-body-top — [105, 398, 308, 425]
masthead-logo: ಮೈಸೂರು ಮಿತ್ರ — [525, 91, 590, 106]
magenta-dot — [465, 1253, 472, 1260]
page-header — [105, 91, 840, 111]
lead-body-text-1: ಮೈಸೂರು, ಅ.5(ಆರ್‌ಕೆ)- ಮೈಸೂರು ತಾಲೂಕು ವರುಣಾ ಕೆರೆಯಲ್ಲಿ ಪ್ರವಾಸಿಗರನ್ನು ಆಕರ್ಷಿಸುವ ನಿಟ್ಟಿನಲ್ಲಿ ಜಲ ಸಾಹಸ ಕ್ರೀಡೆಗಳನ್ನು ಆರಂಭಿಸಲಾಗಿದ್ದು, ಪ್ರವಾಸೋದ್ಯಮ ಸಚಿವರು ಇಂದು ಚಾಲನೆ ನೀಡಿದರು. ವರುಣಾ ಕೆರೆಯ ದಡದಲ್ಲಿ ನಡೆದ ಸಮಾರಂಭದಲ್ಲಿ ಜಿಲ್ಲಾಧಿಕಾರಿ, ಶಾಸಕರು ಹಾಗೂ ಅಧಿಕಾರಿಗಳು ಉಪಸ್ಥಿತರಿದ್ದರು. — [307, 153, 405, 197]
drama-photo-caption: ಮೈಸೂರು, ಅ.5(ಆರ್‌ಕೆ)- ಮೈಸೂರು ತಾಲೂಕು ವರುಣಾ ಕೆರೆಯಲ್ಲಿ ಪ್ರವಾಸಿಗರನ್ನು ಆಕರ್ಷಿಸುವ ನಿಟ್ಟಿನಲ್ಲಿ ಜಲ ಸಾಹಸ ಕ್ರೀಡೆಗಳನ್ನು ಆರಂಭಿಸಲಾಗಿದ್ದು, ಪ್ರವಾಸೋದ್ಯಮ ಸಚಿವರು ಇಂದು ಚಾಲನೆ ನೀಡಿದರು. ವರುಣಾ ಕೆರೆಯ ದಡದಲ್ಲಿ ನಡೆದ ಸಮಾರಂಭದಲ್ಲಿ ಜಿಲ್ಲಾಧಿಕಾರಿ, ಶಾಸಕರು ಹಾಗೂ ಅಧಿಕಾರಿಗಳು ಉಪಸ್ಥಿತರಿದ್ದರು. — [105, 1207, 406, 1220]
pk-photo-caption: ಮೈಸೂರು ನಗರದಲ್ಲಿ ಸಂಚಾರ ನಿಯಮ ಉಲ್ಲಂಘಿಸಿದ ವಾಹನ ಸವಾರರ ವಿರುದ್ಧ ಪೊಲೀಸರು ಕಾರ್ಯಾಚರಣೆ ನಡೆಸಿ ದಂಡ ವಸೂಲಿ ಮಾಡಿದ್ದು, ಹೆಲ್ಮೆಟ್ ಧರಿಸದೆ ಸಂಚರಿಸುವವರು ಹಾಗೂ ದಾಖಲೆ ಇಲ್ಲದ ವಾಹನಗಳ ಮಾಲೀಕರಿಗೆ ಎಚ್ಚರಿಕೆ ನೀಡಲಾಗಿದೆ. — [583, 752, 833, 765]
yellow-dot — [825, 1253, 832, 1260]
